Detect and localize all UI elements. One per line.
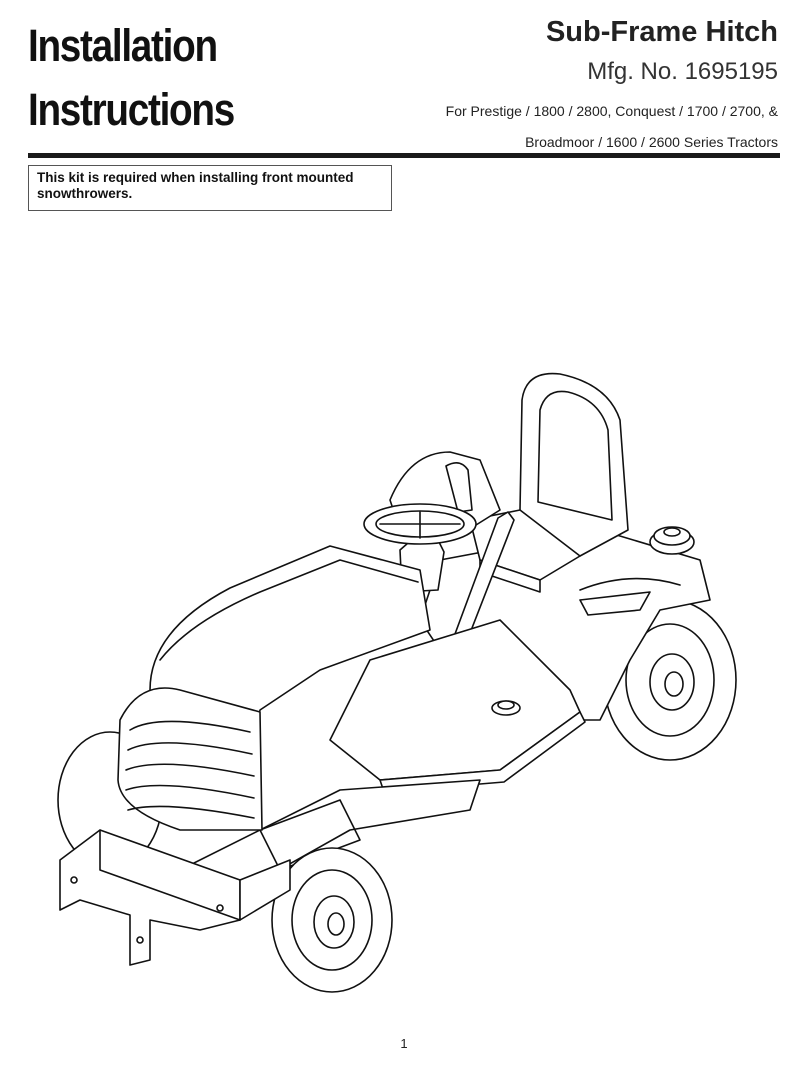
product-name: Sub-Frame Hitch	[545, 16, 778, 48]
front-grille	[118, 688, 262, 830]
document-type-title	[28, 14, 268, 142]
compatibility-line-1: For Prestige / 1800 / 2800, Conquest / 1700 / 2700, &	[445, 103, 778, 119]
header-divider	[28, 153, 780, 158]
requirement-notice: This kit is required when installing front mounted snowthrowers.	[28, 165, 392, 211]
product-header	[446, 14, 778, 156]
tractor-illustration	[40, 360, 740, 1000]
compatibility-line-2: Broadmoor / 1600 / 2600 Series Tractors	[525, 134, 778, 150]
page-number: 1	[400, 1036, 408, 1051]
title-line-instructions: Instructions	[28, 84, 234, 135]
title-line-installation: Installation	[28, 20, 217, 71]
mfg-number: Mfg. No. 1695195	[587, 58, 778, 85]
fuel-cap	[650, 527, 694, 554]
